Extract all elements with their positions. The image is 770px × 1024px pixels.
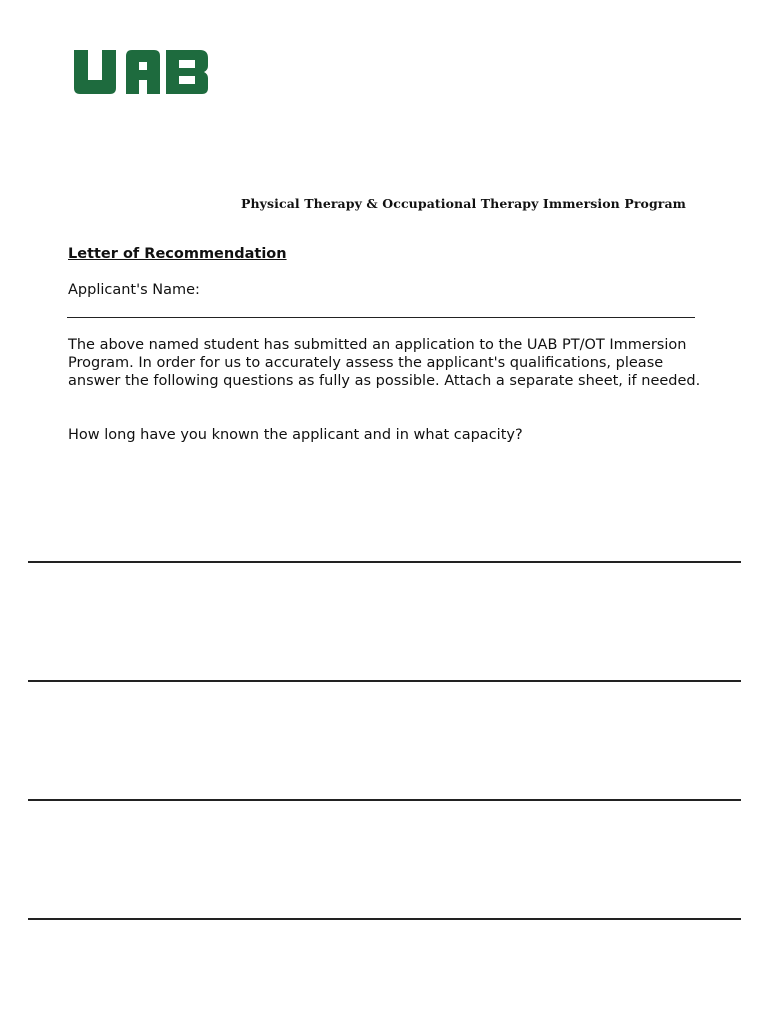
uab-logo [74,48,210,96]
answer-line-3[interactable] [28,799,741,801]
letter-heading: Letter of Recommendation [68,246,287,262]
applicant-name-field[interactable] [67,317,695,318]
question-1-label: How long have you known the applicant and in what capacity? [68,427,523,443]
answer-line-4[interactable] [28,918,741,920]
applicant-name-label: Applicant's Name: [68,282,200,298]
program-title: Physical Therapy & Occupational Therapy Immersion Program [240,196,686,211]
answer-line-2[interactable] [28,680,741,682]
answer-line-1[interactable] [28,561,741,563]
instructions-paragraph: The above named student has submitted an application to the UAB PT/OT Immersion Program. In order for us to accurately assess the applicant's qualifications, please answer the following questions as fully as possible. Attach a separate sheet, if needed. [68,337,701,389]
